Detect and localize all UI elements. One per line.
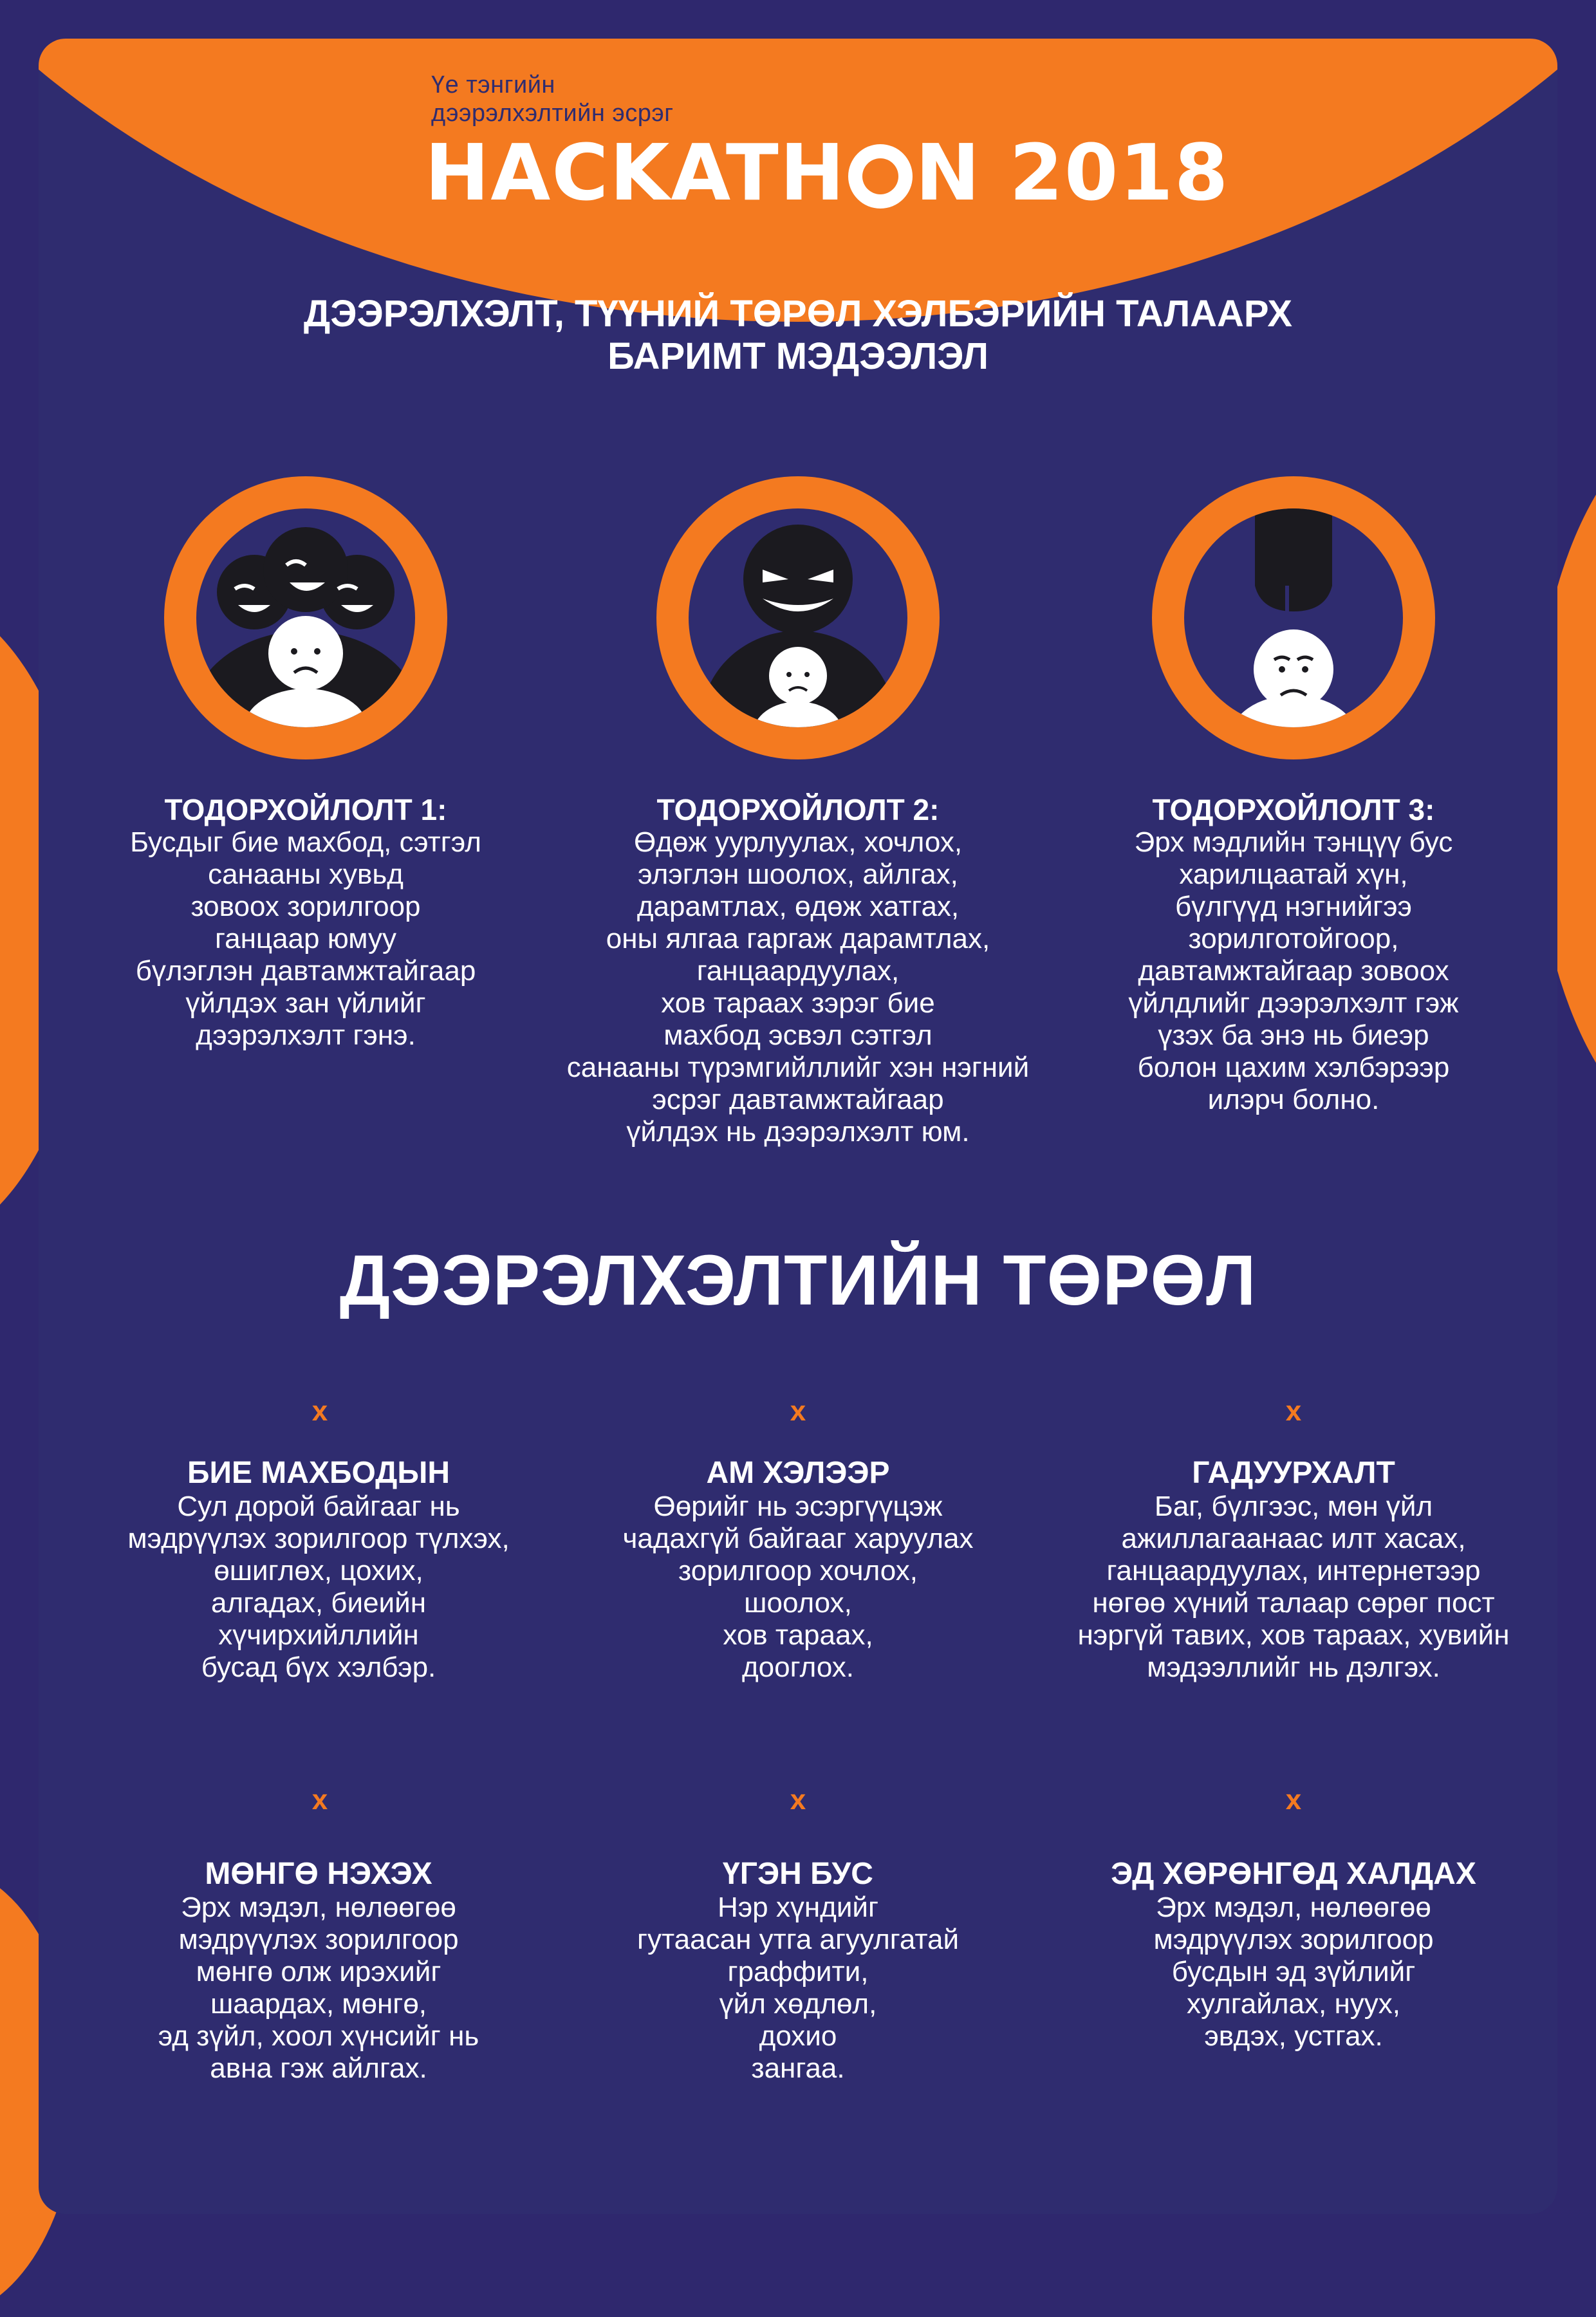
event-subtitle <box>431 71 674 127</box>
definition-title: ТОДОРХОЙЛОЛТ 3: <box>1152 793 1435 826</box>
x-marker-icon: x <box>1285 1395 1302 1427</box>
header <box>39 39 1557 245</box>
definition-3 <box>1049 793 1538 1116</box>
hands-circle-icon <box>848 144 913 209</box>
x-marker-icon: x <box>790 1395 806 1427</box>
type-extortion <box>74 1857 563 2085</box>
power-imbalance-illustration <box>1152 476 1435 759</box>
type-property <box>1049 1857 1538 2052</box>
type-text: Эрх мэдэл, нөлөөгөө мэдрүүлэх зорилгоор бусдын эд зүйлийг хулгайлах, нуух, эвдэх, устгах. <box>1153 1892 1434 2052</box>
type-verbal <box>553 1456 1043 1684</box>
group-bullying-illustration <box>164 476 447 759</box>
type-title: ҮГЭН БУС <box>723 1857 873 1891</box>
group-bullies-icon <box>196 508 415 727</box>
definition-2 <box>553 793 1043 1148</box>
definition-1 <box>61 793 550 1052</box>
type-physical <box>74 1456 563 1684</box>
x-marker-icon: x <box>790 1784 806 1816</box>
definition-text: Эрх мэдлийн тэнцүү бус харилцаатай хүн, бүлгүүд нэгнийгээ зорилготойгоор, давтамжтайгаар зовоох үйлдлийг дээрэлхэлт гэж үзэх ба энэ нь биеэр болон цахим хэлбэрээр илэрч болно. <box>1128 826 1459 1115</box>
x-marker-icon: x <box>311 1395 328 1427</box>
main-title-line-1: ДЭЭРЭЛХЭЛТ, ТҮҮНИЙ ТӨРӨЛ ХЭЛБЭРИЙН ТАЛААРХ <box>303 293 1293 335</box>
definition-text: Өдөж уурлуулах, хочлох, элэглэн шоолох, айлгах, дарамтлах, өдөж хатгах, оны ялгаа гаргаж дарамтлах, ганцаардуулах, хов тараах зэрэг бие махбод эсвэл сэтгэл санааны түрэмгийллийг хэн нэгний эсрэг давтамжтайгаар үйлдэх нь дээрэлхэлт юм. <box>566 826 1030 1148</box>
bully-and-victim-icon <box>689 508 907 727</box>
definition-title: ТОДОРХОЙЛОЛТ 1: <box>164 793 447 826</box>
hand-over-victim-icon <box>1184 508 1403 727</box>
type-text: Сул дорой байгааг нь мэдрүүлэх зорилгоор түлхэх, өшиглөх, цохих, алгадах, биеийн хүчирхийллийн бусад бүх хэлбэр. <box>127 1491 510 1683</box>
type-title: ЭД ХӨРӨНГӨД ХАЛДАХ <box>1111 1857 1476 1891</box>
subtitle-line-1: Үе тэнгийн <box>431 71 555 98</box>
x-marker-icon: x <box>311 1784 328 1816</box>
definition-title: ТОДОРХОЙЛОЛТ 2: <box>656 793 940 826</box>
main-title-line-2: БАРИМТ МЭДЭЭЛЭЛ <box>608 335 988 377</box>
bullying-types-title: ДЭЭРЭЛХЭЛТИЙН ТӨРӨЛ <box>339 1241 1257 1320</box>
illustration-background <box>196 508 415 727</box>
illustration-background <box>689 508 907 727</box>
main-title <box>0 293 1596 378</box>
logo-text-part-1: HACKATH <box>425 129 846 218</box>
hackathon-logo <box>425 129 1229 219</box>
logo-text-part-2: N 2018 <box>915 129 1230 218</box>
type-text: Нэр хүндийг гутаасан утга агуулгатай граффити, үйл хөдлөл, дохио зангаа. <box>636 1892 960 2084</box>
type-text: Өөрийг нь эсэргүүцэж чадахгүй байгааг харуулах зорилгоор хочлох, шоолох, хов тараах, дооглох. <box>622 1491 974 1683</box>
type-title: ГАДУУРХАЛТ <box>1192 1456 1395 1490</box>
subtitle-line-2: дээрэлхэлтийн эсрэг <box>431 100 674 127</box>
type-text: Эрх мэдэл, нөлөөгөө мэдрүүлэх зорилгоор мөнгө олж ирэхийг шаардах, мөнгө, эд зүйл, хоол хүнсийг нь авна гэж айлгах. <box>158 1892 479 2084</box>
type-title: МӨНГӨ НЭХЭХ <box>205 1857 432 1891</box>
x-marker-icon: x <box>1285 1784 1302 1816</box>
definition-text: Бусдыг бие махбод, сэтгэл санааны хувьд зовоох зорилгоор ганцаар юмуу бүлэглэн давтамжтайгаар үйлдэх зан үйлийг дээрэлхэлт гэнэ. <box>130 826 481 1051</box>
type-nonverbal <box>553 1857 1043 2085</box>
illustration-background <box>1184 508 1403 727</box>
type-title: БИЕ МАХБОДЫН <box>187 1456 450 1490</box>
type-exclusion <box>1049 1456 1538 1684</box>
type-title: АМ ХЭЛЭЭР <box>706 1456 890 1490</box>
type-text: Баг, бүлгээс, мөн үйл ажиллагаанаас илт хасах, ганцаардуулах, интернетээр нөгөө хүний талаар сөрөг пост нэргүй тавих, хов тараах, хувийн мэдээллийг нь дэлгэх. <box>1077 1491 1510 1683</box>
single-bully-illustration <box>656 476 940 759</box>
